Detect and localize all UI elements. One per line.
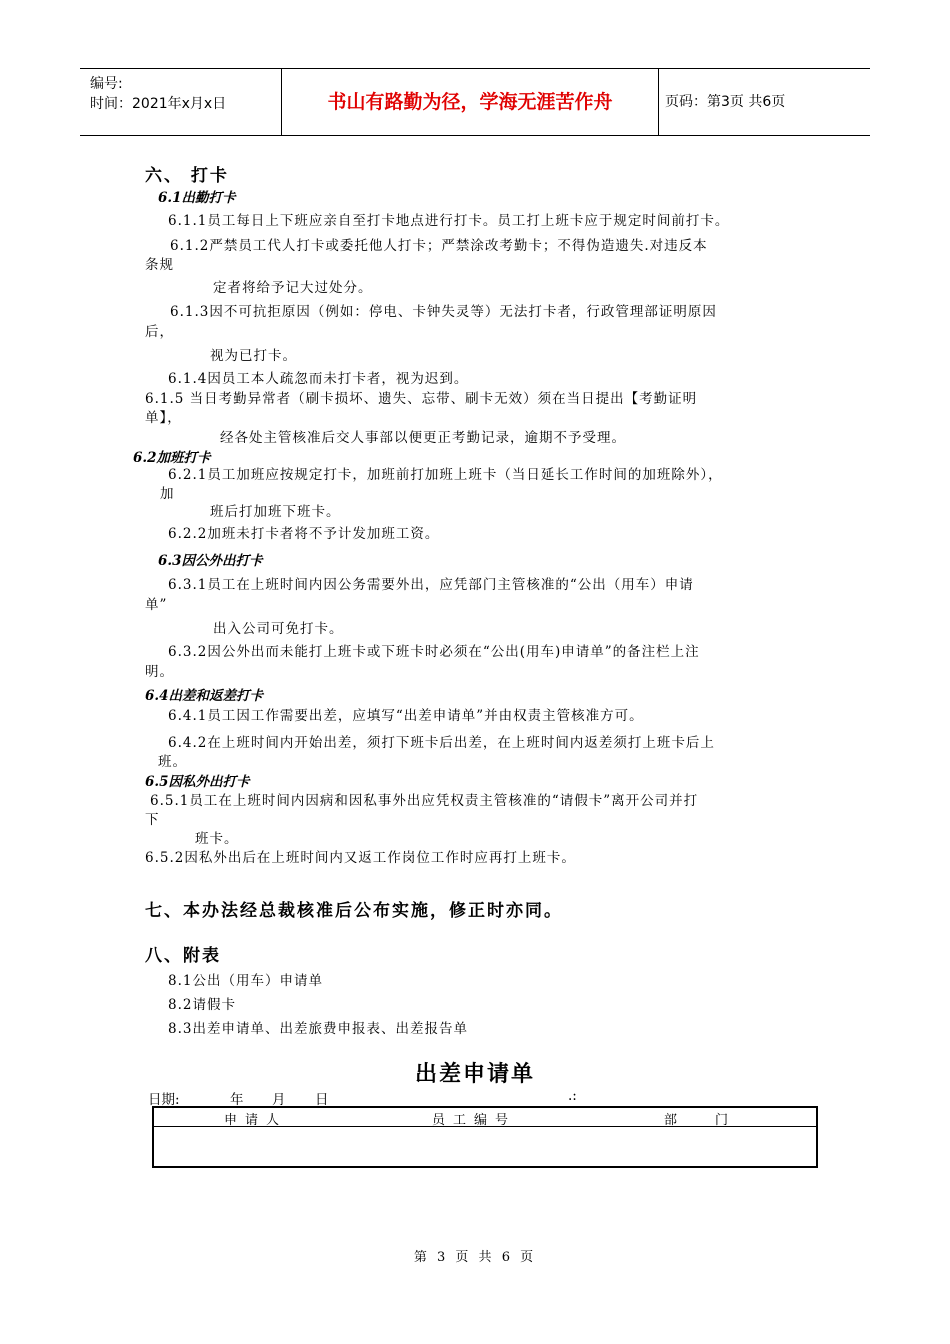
para-6-1-4: 6.1.4因员工本人疏忽而未打卡者，视为迟到。: [168, 371, 469, 387]
para-6-1-2-line2: 条规: [145, 257, 174, 273]
doc-date: 时间：2021年x月x日: [90, 96, 227, 112]
appendix-item: 8.1公出（用车）申请单: [168, 973, 323, 989]
form-title: 出差申请单: [414, 1062, 535, 1087]
para-6-2-1-line3: 班后打加班下班卡。: [210, 504, 341, 520]
para-6-3-2-line2: 明。: [145, 664, 174, 680]
para-6-1-3-line2: 后，: [145, 324, 174, 340]
application-form-table: [152, 1106, 818, 1168]
doc-number: 编号:: [90, 76, 123, 92]
header-motto: 书山有路勤为径，学海无涯苦作舟: [282, 69, 659, 135]
header-page: 页码：第3页 共6页: [665, 94, 786, 110]
para-6-1-1: 6.1.1员工每日上下班应亲自至打卡地点进行打卡。员工打上班卡应于规定时间前打卡。: [168, 213, 730, 229]
col-employee-number-header: 员工编号: [432, 1113, 517, 1128]
para-6-5-2: 6.5.2因私外出后在上班时间内又返工作岗位工作时应再打上班卡。: [145, 850, 576, 866]
form-number-label: .:: [568, 1088, 577, 1104]
col-applicant-header: 申请人: [224, 1113, 288, 1128]
page-footer: 第 3 页 共 6 页: [413, 1250, 537, 1265]
para-6-5-1-line3: 班卡。: [195, 831, 239, 847]
para-6-1-3-line1: 6.1.3因不可抗拒原因（例如：停电、卡钟失灵等）无法打卡者，行政管理部证明原因: [170, 304, 717, 320]
form-date-month: 月: [272, 1092, 286, 1108]
para-6-5-1-line2: 下: [145, 812, 160, 828]
section-6-5-title: 6.5因私外出打卡: [145, 774, 250, 790]
para-6-1-5-line3: 经各处主管核准后交人事部以便更正考勤记录，逾期不予受理。: [220, 430, 626, 446]
section-6-3-title: 6.3因公外出打卡: [158, 553, 263, 569]
para-6-1-5-line2: 单】，: [145, 410, 182, 426]
para-6-1-2-line3: 定者将给予记大过处分。: [213, 280, 373, 296]
section-8-heading: 八、附表: [145, 946, 221, 966]
para-6-3-2-line1: 6.3.2因公外出而未能打上班卡或下班卡时必须在“公出(用车)申请单”的备注栏上注: [168, 644, 700, 660]
section-6-4-title: 6.4出差和返差打卡: [145, 688, 263, 704]
form-date-day: 日: [315, 1092, 329, 1108]
section-6-heading: 六、 打卡: [145, 166, 229, 186]
section-7-heading: 七、本办法经总裁核准后公布实施，修正时亦同。: [145, 901, 563, 921]
form-date-label: 日期:: [148, 1092, 180, 1108]
para-6-2-1-line2: 加: [160, 486, 175, 502]
table-divider: [154, 1126, 816, 1127]
section-6-1-title: 6.1出勤打卡: [158, 190, 236, 206]
page-header: [80, 68, 870, 136]
para-6-1-3-line3: 视为已打卡。: [210, 348, 297, 364]
appendix-item: 8.2请假卡: [168, 997, 236, 1013]
para-6-2-2: 6.2.2加班未打卡者将不予计发加班工资。: [168, 526, 440, 542]
para-6-3-1-line3: 出入公司可免打卡。: [213, 621, 344, 637]
para-6-4-2-line1: 6.4.2在上班时间内开始出差，须打下班卡后出差，在上班时间内返差须打上班卡后上: [168, 735, 715, 751]
para-6-3-1-line2: 单”: [145, 597, 168, 613]
para-6-2-1-line1: 6.2.1员工加班应按规定打卡，加班前打加班上班卡（当日延长工作时间的加班除外），: [168, 467, 723, 483]
section-6-2-title: 6.2加班打卡: [133, 450, 211, 466]
para-6-1-2-line1: 6.1.2严禁员工代人打卡或委托他人打卡；严禁涂改考勤卡；不得伪造遗失.对违反本: [170, 238, 708, 254]
form-date-year: 年: [230, 1092, 244, 1108]
para-6-4-2-line2: 班。: [158, 754, 187, 770]
col-department-header: 部门: [664, 1113, 767, 1128]
para-6-1-5-line1: 6.1.5 当日考勤异常者（刷卡损坏、遗失、忘带、刷卡无效）须在当日提出【考勤证明: [145, 391, 698, 407]
para-6-5-1-line1: 6.5.1员工在上班时间内因病和因私事外出应凭权责主管核准的“请假卡”离开公司并打: [150, 793, 699, 809]
para-6-3-1-line1: 6.3.1员工在上班时间内因公务需要外出，应凭部门主管核准的“公出（用车）申请: [168, 577, 694, 593]
header-meta: [80, 69, 282, 135]
appendix-item: 8.3出差申请单、出差旅费申报表、出差报告单: [168, 1021, 468, 1037]
para-6-4-1: 6.4.1员工因工作需要出差，应填写“出差申请单”并由权责主管核准方可。: [168, 708, 644, 724]
